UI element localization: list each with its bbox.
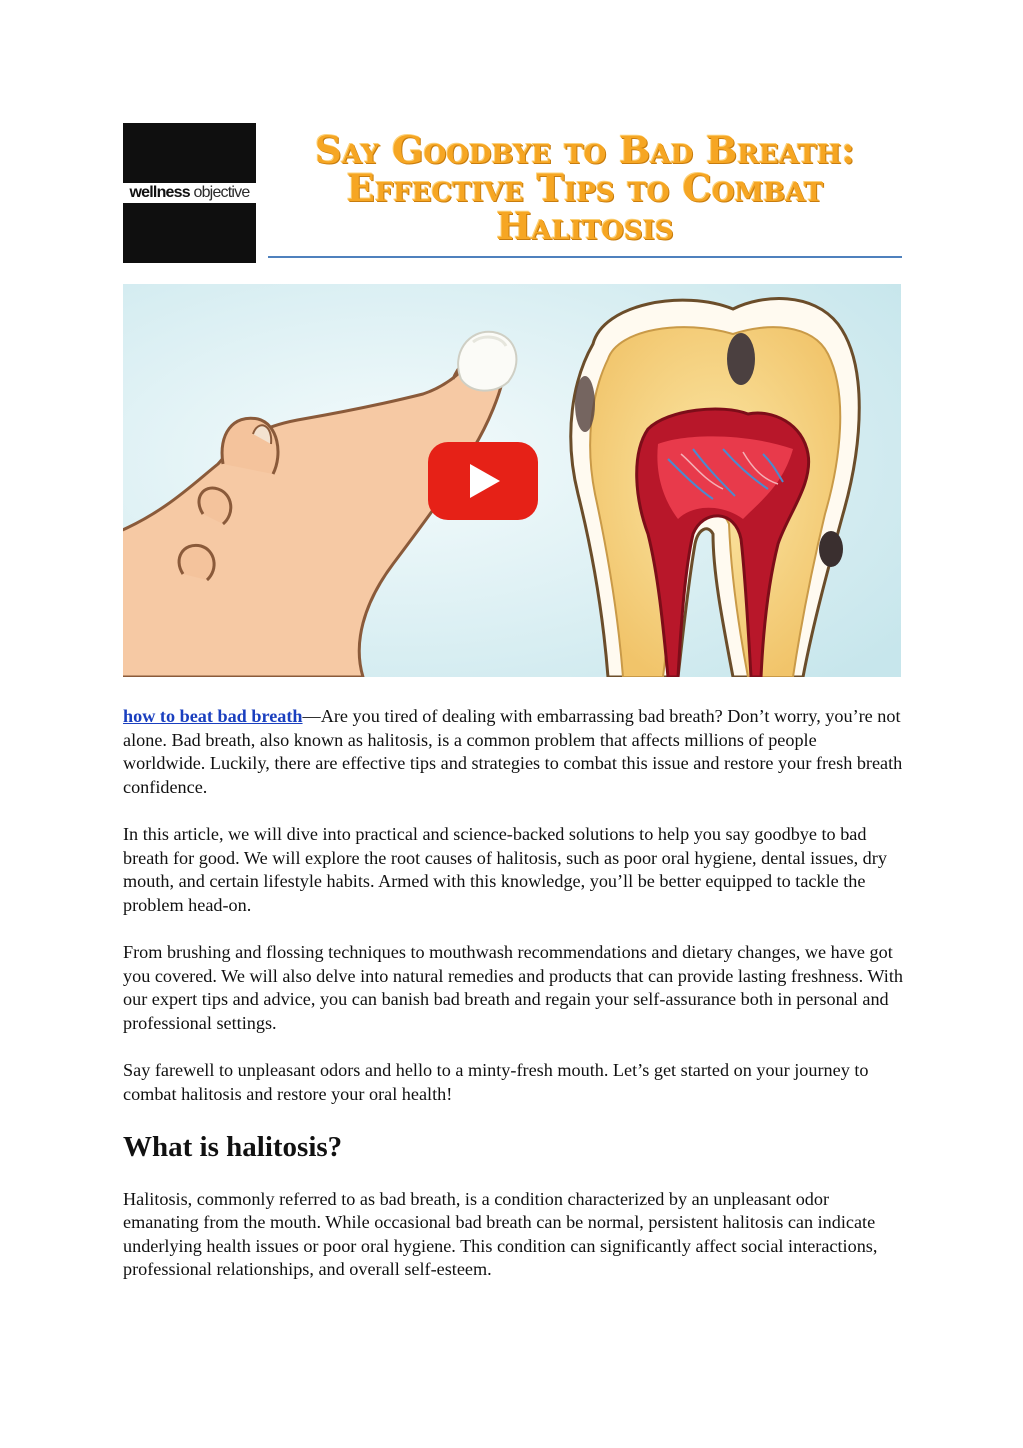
section-heading: What is halitosis? — [123, 1130, 343, 1163]
video-thumbnail[interactable] — [123, 284, 901, 677]
intro-text: —Are you tired of dealing with embarrassing bad breath? Don’t worry, you’re not alone. Bad breath, also known as halitosis, is a common problem that affects millions of people worldwide. Luckily, there are effective tips and strategies to combat this issue and restore your fresh breath confidence. — [123, 706, 903, 797]
how-to-beat-bad-breath-link[interactable]: how to beat bad breath — [123, 706, 303, 726]
section-paragraph: Halitosis, commonly referred to as bad breath, is a condition characterized by an unpleasant odor emanating from the mouth. While occasional bad breath can be normal, persistent halitosis can indicate underlying health issues or poor oral hygiene. This condition can significantly affect social interactions, professional relationships, and overall self-esteem. — [123, 1188, 878, 1280]
intro-paragraph — [123, 705, 903, 799]
wellness-objective-logo — [123, 123, 256, 263]
logo-text: wellness objective — [123, 183, 256, 203]
paragraph-1: In this article, we will dive into practical and science-backed solutions to help you say goodbye to bad breath for good. We will explore the root causes of halitosis, such as poor oral hygiene, dental issues, dry mouth, and certain lifestyle habits. Armed with this knowledge, you’ll be better equipped to tackle the problem head-on. — [123, 823, 887, 915]
article-body — [123, 705, 903, 1306]
play-icon[interactable] — [428, 442, 538, 520]
paragraph-2: From brushing and flossing techniques to mouthwash recommendations and dietary changes, we have got you covered. We will also delve into natural remedies and products that can provide lasting freshness. With our expert tips and advice, you can banish bad breath and regain your self-assurance both in personal and professional settings. — [123, 941, 903, 1033]
paragraph-3: Say farewell to unpleasant odors and hello to a minty-fresh mouth. Let’s get started on your journey to combat halitosis and restore your oral health! — [123, 1059, 869, 1104]
title-divider — [268, 256, 902, 258]
page-title: Say Goodbye to Bad Breath: Effective Tips to Combat Halitosis — [314, 128, 856, 248]
